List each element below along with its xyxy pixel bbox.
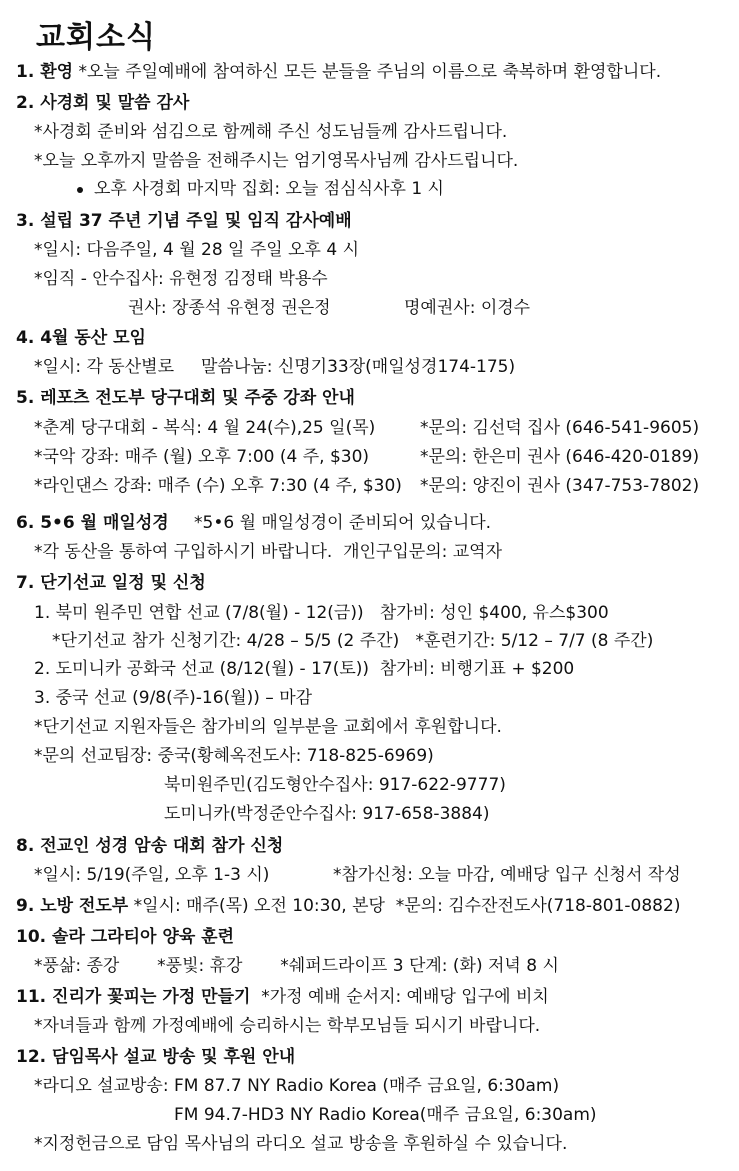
section-7-line-8: 도미니카(박정준안수집사: 917-658-3884) — [164, 804, 490, 824]
section-11-line-1: *자녀들과 함께 가정예배에 승리하시는 학부모님들 되시기 바랍니다. — [34, 1016, 541, 1036]
section-7-line-2: *단기선교 참가 신청기간: 4/28 – 5/5 (2 주간) *훈련기간: 5/12 – 7/7 (8 주간) — [52, 631, 654, 651]
section-2-bullet-text: 오후 사경회 마지막 집회: 오늘 점심식사후 1 시 — [94, 179, 444, 199]
section-1-heading: 1. 환영 — [16, 62, 74, 82]
section-7-line-3: 2. 도미니카 공화국 선교 (8/12(월) - 17(토)) 참가비: 비행기표 + $200 — [34, 659, 575, 679]
section-7-line-4: 3. 중국 선교 (9/8(주)-16(월)) – 마감 — [34, 688, 313, 708]
section-12-line-3: *지정헌금으로 담임 목사님의 라디오 설교 방송을 후원하실 수 있습니다. — [34, 1134, 568, 1154]
section-3-heading: 3. 설립 37 주년 기념 주일 및 임직 감사예배 — [16, 211, 352, 231]
page-title: 교회소식 — [36, 20, 156, 55]
section-8-line-1b: *참가신청: 오늘 마감, 예배당 입구 신청서 작성 — [333, 865, 681, 885]
section-4-line-1: *일시: 각 동산별로 말씀나눔: 신명기33장(매일성경174-175) — [34, 357, 516, 377]
section-7-line-6: *문의 선교팀장: 중국(황혜옥전도사: 718-825-6969) — [34, 746, 434, 766]
section-3-line-3b: 명예권사: 이경수 — [404, 298, 531, 318]
section-7-heading: 7. 단기선교 일정 및 신청 — [16, 573, 206, 593]
section-7-line-5: *단기선교 지원자들은 참가비의 일부분을 교회에서 후원합니다. — [34, 717, 502, 737]
section-1-text: *오늘 주일예배에 참여하신 모든 분들을 주님의 이름으로 축복하며 환영합니다. — [73, 62, 662, 82]
section-11-line — [16, 986, 549, 1008]
section-5-line-1a: *춘계 당구대회 - 복식: 4 월 24(수),25 일(목) — [34, 418, 376, 438]
section-5-heading: 5. 레포츠 전도부 당구대회 및 주중 강좌 안내 — [16, 388, 355, 408]
section-4-heading: 4. 4월 동산 모임 — [16, 328, 146, 348]
bullet-icon — [77, 187, 83, 193]
section-2-line-1: *사경회 준비와 섬김으로 함께해 주신 성도님들께 감사드립니다. — [34, 122, 508, 142]
section-3-line-1: *일시: 다음주일, 4 월 28 일 주일 오후 4 시 — [34, 240, 360, 260]
section-5-line-2b: *문의: 한은미 권사 (646-420-0189) — [420, 447, 700, 467]
section-10-line-1: *풍삶: 종강 *풍빛: 휴강 *쉐퍼드라이프 3 단계: (화) 저녁 8 시 — [34, 956, 559, 976]
section-5-line-2a: *국악 강좌: 매주 (월) 오후 7:00 (4 주, $30) — [34, 447, 370, 467]
section-7-line-7: 북미원주민(김도형안수집사: 917-622-9777) — [164, 775, 506, 795]
section-6-text: *5•6 월 매일성경이 준비되어 있습니다. — [194, 513, 492, 533]
section-3-line-2: *임직 - 안수집사: 유현정 김정태 박용수 — [34, 269, 328, 289]
section-9-heading: 9. 노방 전도부 — [16, 896, 129, 916]
section-1-line — [16, 61, 661, 83]
section-8-line-1a: *일시: 5/19(주일, 오후 1-3 시) — [34, 865, 270, 885]
section-10-heading: 10. 솔라 그라티아 양육 훈련 — [16, 927, 235, 947]
section-12-heading: 12. 담임목사 설교 방송 및 후원 안내 — [16, 1047, 296, 1067]
section-8-heading: 8. 전교인 성경 암송 대회 참가 신청 — [16, 836, 284, 856]
section-3-line-3a: 권사: 장종석 유현정 권은정 — [128, 298, 331, 318]
section-7-line-1: 1. 북미 원주민 연합 선교 (7/8(월) - 12(금)) 참가비: 성인 $400, 유스$300 — [34, 603, 609, 623]
section-12-line-2: FM 94.7-HD3 NY Radio Korea(매주 금요일, 6:30am) — [174, 1105, 597, 1125]
section-2-heading: 2. 사경회 및 말씀 감사 — [16, 93, 190, 113]
section-11-heading: 11. 진리가 꽃피는 가정 만들기 — [16, 987, 251, 1007]
section-6-heading: 6. 5•6 월 매일성경 — [16, 513, 169, 533]
section-6-line-1: *각 동산을 통하여 구입하시기 바랍니다. 개인구입문의: 교역자 — [34, 542, 503, 562]
section-11-text: *가정 예배 순서지: 예배당 입구에 비치 — [250, 987, 549, 1007]
section-2-line-2: *오늘 오후까지 말씀을 전해주시는 엄기영목사님께 감사드립니다. — [34, 151, 519, 171]
section-9-text: *일시: 매주(목) 오전 10:30, 본당 *문의: 김수잔전도사(718-801-0882) — [128, 896, 681, 916]
section-5-line-3b: *문의: 양진이 권사 (347-753-7802) — [420, 476, 700, 496]
section-5-line-1b: *문의: 김선덕 집사 (646-541-9605) — [420, 418, 700, 438]
section-5-line-3a: *라인댄스 강좌: 매주 (수) 오후 7:30 (4 주, $30) — [34, 476, 402, 496]
section-9-line — [16, 895, 680, 917]
section-12-line-1: *라디오 설교방송: FM 87.7 NY Radio Korea (매주 금요일, 6:30am) — [34, 1076, 560, 1096]
